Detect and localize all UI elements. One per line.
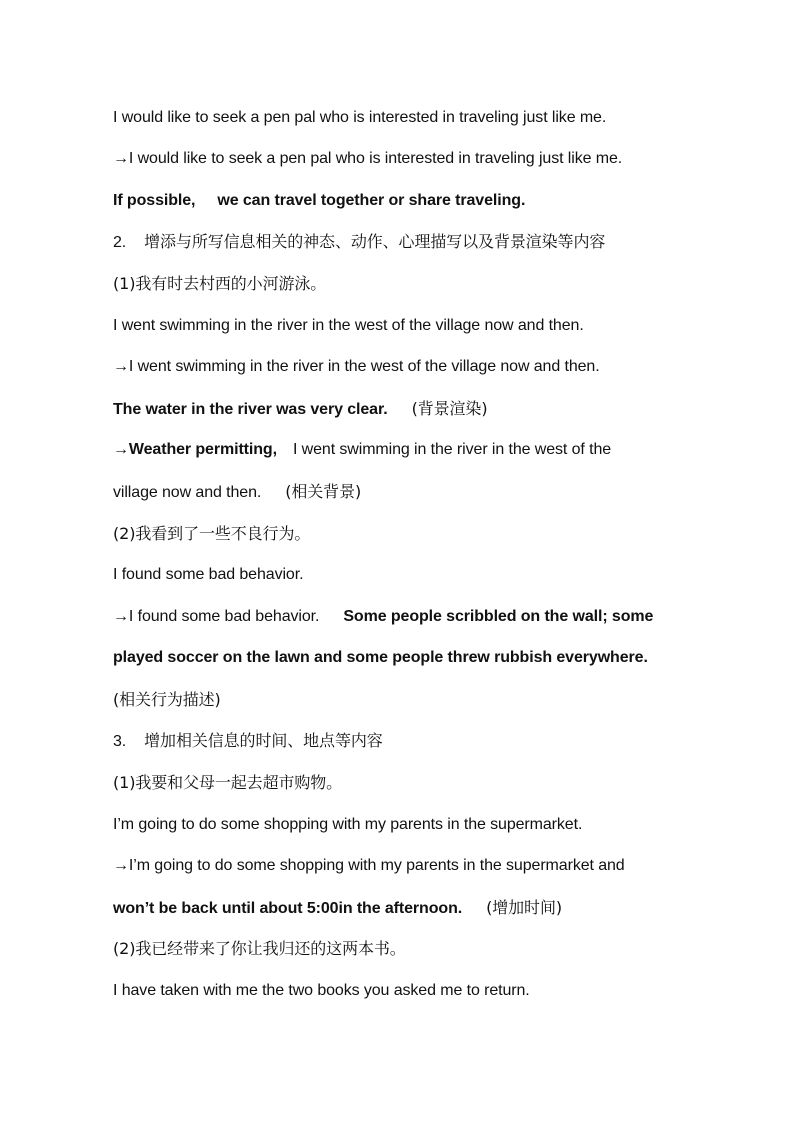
annotation-note: (相关行为描述) — [113, 690, 221, 709]
chinese-prompt: (1)我有时去村西的小河游泳。 — [113, 274, 327, 293]
arrow-icon: → — [113, 150, 129, 167]
sentence-continuation: village now and then. (相关背景) — [113, 482, 362, 501]
annotation-note: (增加时间) — [486, 898, 562, 917]
improved-sentence: →I’m going to do some shopping with my parents in the supermarket and — [113, 857, 625, 874]
added-sentence: If possible, we can travel together or share traveling. — [113, 192, 526, 209]
example-sentence: I’m going to do some shopping with my parents in the supermarket. — [113, 816, 583, 833]
example-sentence: I have taken with me the two books you asked me to return. — [113, 982, 530, 999]
arrow-icon: → — [113, 857, 129, 874]
section-heading: 3. 增加相关信息的时间、地点等内容 — [113, 731, 383, 750]
added-sentence: The water in the river was very clear. (背景渲染) — [113, 399, 488, 418]
example-sentence: I went swimming in the river in the west of the village now and then. — [113, 317, 584, 334]
annotation-note: (相关背景) — [285, 482, 362, 501]
improved-sentence: →I went swimming in the river in the west of the village now and then. — [113, 358, 600, 375]
chinese-prompt: (1)我要和父母一起去超市购物。 — [113, 773, 343, 792]
section-heading: 2. 增添与所写信息相关的神态、动作、心理描写以及背景渲染等内容 — [113, 232, 606, 251]
improved-sentence: →I would like to seek a pen pal who is interested in traveling just like me. — [113, 150, 623, 167]
arrow-icon: → — [113, 441, 129, 458]
improved-sentence: →Weather permitting, I went swimming in the river in the west of the — [113, 441, 612, 458]
sentence-continuation: won’t be back until about 5:00in the afternoon. (增加时间) — [113, 898, 562, 917]
improved-sentence: →I found some bad behavior. Some people scribbled on the wall; some — [113, 608, 654, 625]
chinese-prompt: (2)我看到了一些不良行为。 — [113, 524, 311, 543]
example-sentence: I found some bad behavior. — [113, 566, 304, 583]
arrow-icon: → — [113, 358, 129, 375]
example-sentence: I would like to seek a pen pal who is interested in traveling just like me. — [113, 109, 607, 126]
chinese-prompt: (2)我已经带来了你让我归还的这两本书。 — [113, 939, 406, 958]
arrow-icon: → — [113, 608, 129, 625]
annotation-note: (背景渲染) — [411, 399, 488, 418]
sentence-continuation: played soccer on the lawn and some people threw rubbish everywhere. — [113, 649, 648, 666]
